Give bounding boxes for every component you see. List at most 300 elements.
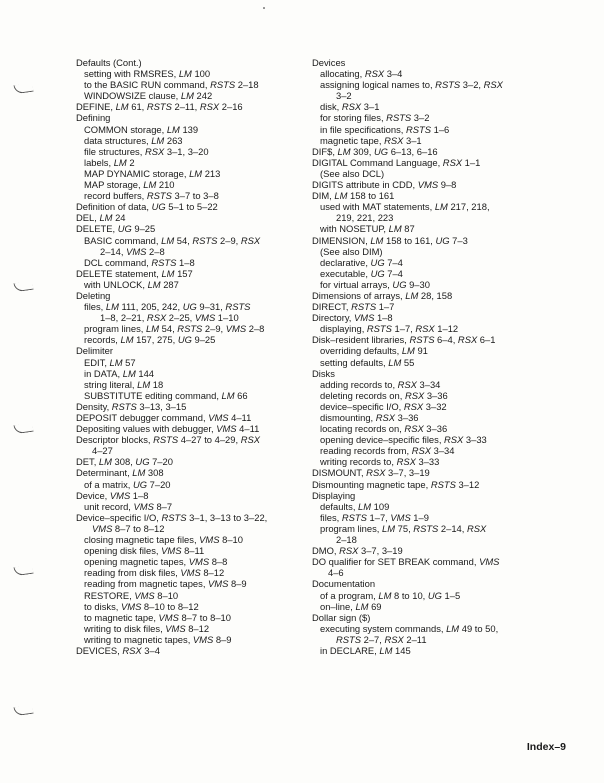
entry-text: defaults, [320, 500, 359, 512]
manual-abbrev: UG [151, 201, 166, 213]
entry-text: 139 [179, 123, 199, 135]
manual-abbrev: VMS [417, 179, 439, 191]
entry-text: reading from magnetic tapes, [84, 578, 209, 590]
entry-text: MAP storage, [84, 179, 144, 191]
index-entry [312, 90, 524, 101]
entry-text: disk, [320, 101, 342, 113]
entry-text: 8–8 [209, 556, 228, 568]
entry-text: 8–12 [185, 622, 210, 634]
binding-mark [13, 705, 33, 717]
index-column-right [312, 57, 524, 656]
manual-abbrev: VMS [199, 534, 220, 546]
index-entry [76, 556, 298, 567]
index-entry [312, 201, 524, 212]
entry-text: declarative, [320, 256, 371, 268]
entry-text: 111, 205, 242, [118, 301, 183, 313]
entry-text: 2–25, [166, 312, 195, 324]
entry-text: 3–34 [431, 445, 455, 457]
entry-text: Dollar sign ($) [312, 611, 371, 623]
index-entry [76, 157, 298, 168]
index-entry [312, 190, 524, 201]
index-entry [312, 590, 524, 601]
manual-abbrev: LM [446, 622, 460, 634]
entry-text: 3–2 [336, 90, 352, 102]
index-entry [312, 235, 524, 246]
entry-text: Descriptor blocks, [76, 434, 154, 446]
entry-text: labels, [84, 156, 114, 168]
entry-text: MAP DYNAMIC storage, [84, 167, 190, 179]
index-entry [76, 357, 298, 368]
index-entry [76, 190, 298, 201]
entry-text: 263 [164, 134, 183, 146]
index-entry [312, 490, 524, 501]
manual-abbrev: VMS [208, 412, 229, 423]
manual-abbrev: RSTS [225, 301, 251, 313]
manual-abbrev: RSTS [161, 511, 187, 523]
entry-text: 1–1 [462, 156, 481, 168]
entry-text: in file specifications, [320, 123, 406, 135]
index-entry [76, 68, 298, 79]
entry-text: 3–7, 3–19 [358, 545, 403, 557]
entry-text: 7–4 [384, 267, 403, 279]
entry-text: 61, [128, 101, 147, 113]
entry-text: Devices [312, 57, 346, 68]
entry-text: Defaults (Cont.) [76, 57, 142, 68]
index-entry [312, 368, 524, 379]
index-entry [312, 246, 524, 257]
index-entry [312, 168, 524, 179]
entry-text: 3–13, 3–15 [136, 400, 187, 412]
index-entry [76, 112, 298, 123]
entry-text: 54, [159, 323, 178, 335]
entry-text: unit record, [84, 500, 134, 512]
manual-abbrev: RSTS [413, 522, 439, 534]
entry-text: DCL command, [84, 256, 152, 268]
index-entry [76, 312, 298, 323]
entry-text: 210 [156, 179, 175, 191]
manual-abbrev: VMS [188, 556, 210, 568]
entry-text: reading records from, [320, 445, 412, 457]
manual-abbrev: LM [388, 223, 402, 235]
entry-text: 3–4 [384, 68, 403, 80]
index-entry [312, 645, 524, 656]
entry-text: 7–3 [449, 234, 468, 246]
manual-abbrev: RSX [483, 79, 503, 91]
index-entry [76, 257, 298, 268]
entry-text: opening disk files, [84, 545, 162, 557]
page-number: Index–9 [526, 741, 566, 753]
index-entry [76, 434, 298, 445]
manual-abbrev: RSX [442, 156, 463, 168]
manual-abbrev: LM [379, 644, 393, 656]
entry-text: 8–7 [153, 500, 173, 512]
manual-abbrev: RSTS [146, 190, 172, 202]
manual-abbrev: VMS [390, 511, 411, 523]
manual-abbrev: LM [334, 190, 348, 202]
entry-text: 1–7 [376, 301, 395, 313]
index-entry [76, 423, 298, 434]
entry-text: Device, [76, 489, 110, 501]
entry-text: 54, [174, 234, 193, 246]
manual-abbrev: UG [177, 334, 192, 346]
index-entry [312, 556, 524, 567]
entry-text: 9–30 [406, 278, 430, 290]
manual-abbrev: LM [99, 212, 113, 224]
entry-text: 1–6 [431, 123, 450, 135]
entry-text: 1–5 [441, 589, 461, 601]
entry-text: 219, 221, 223 [336, 212, 394, 224]
manual-abbrev: VMS [354, 312, 375, 324]
entry-text: locating records on, [320, 423, 405, 435]
entry-text: setting defaults, [320, 356, 389, 368]
manual-abbrev: LM [370, 234, 384, 246]
manual-abbrev: RSX [122, 644, 142, 656]
index-entry [312, 268, 524, 279]
entry-text: DEPOSIT debugger command, [76, 412, 209, 423]
entry-text: Depositing values with debugger, [76, 423, 217, 435]
index-entry [76, 246, 298, 257]
entry-text: displaying, [320, 323, 367, 335]
index-entry [312, 124, 524, 135]
manual-abbrev: RSTS [386, 112, 412, 124]
entry-text: records, [84, 334, 121, 346]
index-entry [312, 135, 524, 146]
index-entry [76, 467, 298, 478]
manual-abbrev: RSTS [405, 123, 431, 135]
manual-abbrev: RSX [457, 334, 478, 346]
manual-abbrev: RSTS [409, 334, 435, 346]
entry-text: 49 to 50, [459, 622, 499, 634]
entry-text: 109 [371, 500, 390, 512]
entry-text: 308, [111, 456, 136, 468]
entry-text: string literal, [84, 378, 138, 390]
entry-text: 8–11 [181, 545, 205, 557]
index-entry [312, 301, 524, 312]
binding-mark [13, 565, 33, 577]
entry-text: 1–8 [130, 489, 149, 501]
index-entry [76, 401, 298, 412]
index-entry [76, 290, 298, 301]
entry-text: 69 [368, 600, 382, 612]
entry-text: 4–11 [228, 412, 252, 423]
entry-text: 3–36 [424, 389, 448, 401]
manual-abbrev: LM [132, 467, 146, 479]
entry-text: 8–12 [200, 567, 225, 579]
manual-abbrev: LM [113, 156, 127, 168]
entry-text: 157, 275, [133, 334, 178, 346]
manual-abbrev: VMS [225, 323, 247, 335]
manual-abbrev: RSX [444, 434, 464, 446]
manual-abbrev: LM [434, 201, 448, 213]
entry-text: files, [320, 511, 342, 523]
entry-text: closing magnetic tape files, [84, 534, 200, 546]
entry-text: 28, 158 [418, 289, 453, 301]
index-entry [76, 235, 298, 246]
manual-abbrev: LM [378, 589, 392, 601]
index-entry [76, 212, 298, 223]
binding-mark [13, 423, 33, 435]
entry-text: 2–7, [361, 633, 385, 645]
entry-text: executable, [320, 267, 371, 279]
index-entry [312, 146, 524, 157]
entry-text: DET, [76, 456, 99, 468]
manual-abbrev: RSX [240, 434, 260, 446]
entry-text: 308 [145, 467, 164, 479]
entry-text: 8–9 [228, 578, 247, 590]
entry-text: 3–33 [463, 434, 487, 446]
entry-text: setting with RMSRES, [84, 68, 179, 80]
entry-text: 91 [414, 345, 428, 357]
index-entry [76, 390, 298, 401]
index-entry [76, 567, 298, 578]
manual-abbrev: RSTS [351, 301, 377, 313]
entry-text: DIRECT, [312, 301, 352, 313]
entry-text: 1–9 [410, 511, 429, 523]
index-entry [76, 268, 298, 279]
entry-text: 3–36 [423, 423, 448, 435]
manual-abbrev: LM [337, 145, 351, 157]
entry-text: 1–12 [434, 323, 459, 335]
entry-text: deleting records on, [320, 389, 405, 401]
entry-text: 2–11 [403, 633, 427, 645]
index-entry [76, 323, 298, 334]
entry-text: 4–11 [236, 423, 260, 435]
entry-text: Device–specific I/O, [76, 511, 162, 523]
binding-mark [13, 83, 33, 95]
entry-text: 8–9 [213, 633, 232, 645]
speck [263, 7, 265, 9]
index-entry [312, 223, 524, 234]
entry-text: 1–10 [215, 312, 239, 324]
entry-text: 3–32 [423, 400, 447, 412]
entry-text: opening device–specific files, [320, 434, 445, 446]
manual-abbrev: LM [115, 101, 129, 113]
index-entry [76, 490, 298, 501]
index-entry [312, 434, 524, 445]
entry-text: 3–12 [455, 478, 480, 490]
entry-text: SUBSTITUTE editing command, [84, 389, 222, 401]
index-entry [312, 634, 524, 645]
entry-text: 6–1 [477, 334, 496, 346]
index-entry [312, 323, 524, 334]
index-entry [76, 634, 298, 645]
entry-text: Displaying [312, 489, 356, 501]
index-entry [312, 212, 524, 223]
entry-text: 145 [392, 644, 411, 656]
index-entry [312, 512, 524, 523]
manual-abbrev: RSX [341, 101, 362, 113]
manual-abbrev: RSX [384, 134, 404, 146]
entry-text: DELETE, [76, 223, 118, 235]
manual-abbrev: VMS [180, 567, 201, 579]
manual-abbrev: LM [382, 522, 396, 534]
manual-abbrev: UG [182, 301, 197, 313]
manual-abbrev: UG [427, 589, 442, 601]
manual-abbrev: RSTS [336, 633, 362, 645]
manual-abbrev: RSX [144, 145, 165, 157]
entry-text: 24 [112, 212, 126, 224]
index-entry [312, 467, 524, 478]
manual-abbrev: UG [435, 234, 450, 246]
entry-text: 3–33 [415, 456, 440, 468]
entry-text: 158 to 161, [383, 234, 436, 246]
manual-abbrev: VMS [216, 423, 237, 435]
entry-text: 1–8, 2–21, [100, 312, 147, 324]
entry-text: assigning logical names to, [320, 79, 436, 91]
manual-abbrev: VMS [165, 622, 186, 634]
manual-abbrev: UG [370, 256, 385, 268]
index-entry [312, 312, 524, 323]
index-entry [76, 90, 298, 101]
index-entry [312, 112, 524, 123]
entry-text: 1–7, [391, 323, 416, 335]
entry-text: 2–9, [202, 323, 226, 335]
manual-abbrev: VMS [133, 500, 154, 512]
manual-abbrev: LM [120, 334, 134, 346]
entry-text: DEL, [76, 212, 100, 224]
manual-abbrev: LM [151, 134, 165, 146]
manual-abbrev: RSX [403, 400, 424, 412]
entry-text: 8 to 10, [391, 589, 428, 601]
entry-text: 8–10 [219, 534, 243, 546]
entry-text: 1–7, [366, 511, 391, 523]
entry-text: 100 [191, 68, 211, 80]
index-entry [76, 545, 298, 556]
index-entry [312, 79, 524, 90]
index-entry [76, 135, 298, 146]
entry-text: 2–8 [246, 323, 265, 335]
manual-abbrev: RSTS [111, 400, 137, 412]
entry-text: 9–31, [196, 301, 226, 313]
index-entry [76, 345, 298, 356]
index-entry [312, 357, 524, 368]
entry-text: 3–36 [395, 412, 419, 423]
manual-abbrev: RSTS [430, 478, 456, 490]
entry-text: DIMENSION, [312, 234, 371, 246]
binding-mark [13, 281, 33, 293]
entry-text: 3–4 [141, 644, 160, 656]
entry-text: DELETE statement, [76, 267, 162, 279]
entry-text: 2–14, [100, 245, 127, 257]
entry-text: Defining [76, 112, 111, 124]
entry-text: 4–27 to 4–29, [178, 434, 241, 446]
entry-text: with UNLOCK, [84, 278, 148, 290]
entry-text: 66 [234, 389, 248, 401]
entry-text: 3–7, 3–19 [385, 467, 430, 479]
entry-text: 3–2, [460, 79, 484, 91]
index-entry [312, 501, 524, 512]
manual-abbrev: UG [392, 278, 407, 290]
index-entry [76, 445, 298, 456]
entry-text: writing records to, [320, 456, 397, 468]
entry-text: of a program, [320, 589, 379, 601]
entry-text: 6–13, 6–16 [388, 145, 438, 157]
entry-text: 6–4, [434, 334, 458, 346]
entry-text: adding records to, [320, 378, 398, 390]
index-entry [312, 601, 524, 612]
index-entry [76, 412, 298, 423]
entry-text: RESTORE, [84, 589, 135, 601]
manual-abbrev: RSTS [153, 434, 179, 446]
entry-text: 3–1 [403, 134, 422, 146]
entry-text: 7–4 [384, 256, 403, 268]
index-entry [76, 279, 298, 290]
entry-text: 2–11, [171, 101, 200, 113]
entry-text: DIF$, [312, 145, 338, 157]
index-entry [76, 57, 298, 68]
index-entry [312, 423, 524, 434]
index-entry [76, 179, 298, 190]
entry-text: 158 to 161 [347, 190, 395, 202]
entry-text: Delimiter [76, 345, 113, 357]
entry-text: (See also DCL) [320, 167, 385, 179]
entry-text: 4–27 [92, 445, 113, 457]
entry-text: Deleting [76, 289, 111, 301]
entry-text: Determinant, [76, 467, 133, 479]
manual-abbrev: RSX [397, 378, 417, 390]
index-entry [76, 146, 298, 157]
entry-text: Disk–resident libraries, [312, 334, 410, 346]
entry-text: allocating, [320, 68, 365, 80]
manual-abbrev: LM [143, 179, 157, 191]
manual-abbrev: LM [388, 356, 402, 368]
entry-text: DIGITS attribute in CDD, [312, 179, 418, 191]
index-entry [312, 279, 524, 290]
entry-text: 2 [126, 156, 135, 168]
manual-abbrev: RSTS [146, 101, 172, 113]
entry-text: 87 [401, 223, 415, 235]
manual-abbrev: VMS [134, 589, 155, 601]
manual-abbrev: RSTS [151, 256, 177, 268]
entry-text: Dimensions of arrays, [312, 289, 406, 301]
entry-text: of a matrix, [84, 478, 133, 490]
entry-text: magnetic tape, [320, 134, 385, 146]
entry-text: overriding defaults, [320, 345, 402, 357]
index-entry [312, 545, 524, 556]
entry-text: DO qualifier for SET BREAK command, [312, 556, 480, 568]
index-entry [76, 79, 298, 90]
index-entry [76, 479, 298, 490]
index-entry [312, 101, 524, 112]
manual-abbrev: VMS [158, 611, 179, 623]
entry-text: 3–2 [411, 112, 430, 124]
entry-text: 213 [202, 167, 221, 179]
entry-text: DIGITAL Command Language, [312, 156, 443, 168]
manual-abbrev: RSX [404, 389, 425, 401]
manual-abbrev: RSX [384, 633, 404, 645]
entry-text: WINDOWSIZE clause, [84, 90, 181, 102]
entry-text: files, [84, 301, 106, 313]
index-entry [312, 523, 524, 534]
manual-abbrev: VMS [121, 600, 142, 612]
index-entry [76, 645, 298, 656]
entry-text: for virtual arrays, [320, 278, 393, 290]
entry-text: record buffers, [84, 190, 147, 202]
entry-text: dismounting, [320, 412, 376, 423]
manual-abbrev: RSX [415, 323, 435, 335]
entry-text: BASIC command, [84, 234, 162, 246]
entry-text: 8–7 to 8–12 [112, 522, 165, 534]
entry-text: for storing files, [320, 112, 387, 124]
entry-text: 157 [174, 267, 193, 279]
entry-text: 9–25 [191, 334, 216, 346]
entry-text: 2–18 [336, 534, 357, 546]
index-entry [76, 124, 298, 135]
index-entry [312, 179, 524, 190]
entry-text: program lines, [84, 323, 147, 335]
manual-abbrev: RSX [240, 234, 261, 246]
manual-abbrev: UG [370, 267, 385, 279]
